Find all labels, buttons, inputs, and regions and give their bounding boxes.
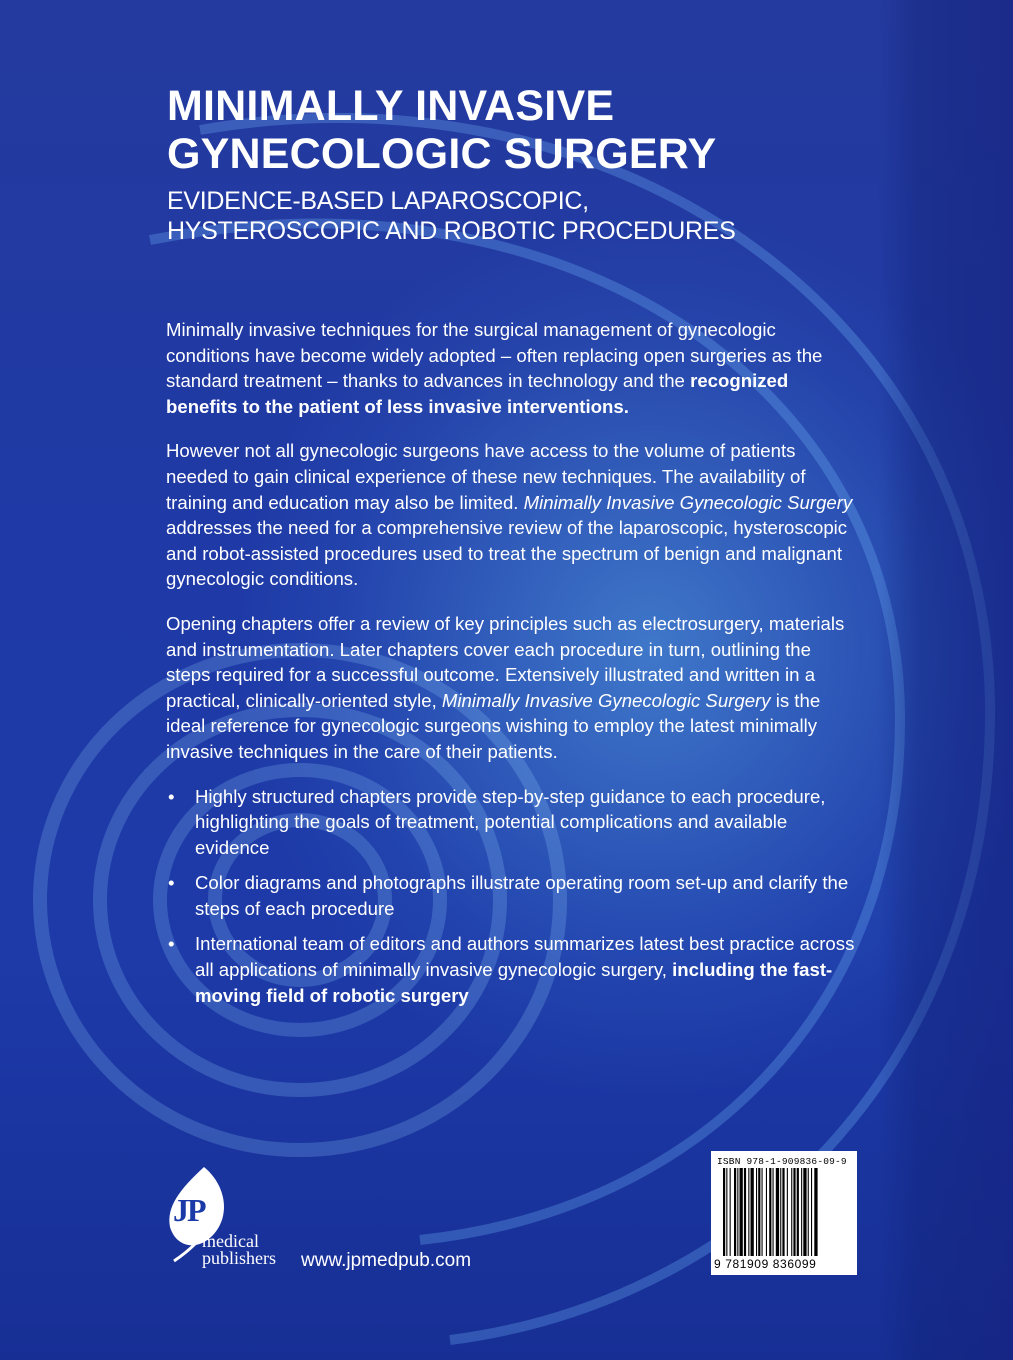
- p3-text-2: is the ideal reference for gynecologic surgeons wishing to employ the latest minimally invasive techniques in the care of their patients.: [166, 689, 821, 762]
- feature-item-1: [166, 784, 856, 861]
- isbn-barcode: [711, 1151, 857, 1275]
- bullet-3-text: International team of editors and authors summarizes latest best practice across all applications of minimally invasive gynecologic surgery,: [195, 933, 855, 981]
- p1-text: Minimally invasive techniques for the surgical management of gynecologic conditions have become widely adopted – often replacing open surgeries as the standard treatment – thanks to advances in technology and the: [166, 319, 823, 392]
- p2-text-1: However not all gynecologic surgeons have access to the volume of patients needed to gain clinical experience of these new techniques. The availability of training and education may also be limited.: [166, 440, 806, 513]
- spine-shade: [878, 0, 1013, 1360]
- p2-text-2: addresses the need for a comprehensive review of the laparoscopic, hysteroscopic and robot-assisted procedures used to treat the spectrum of benign and malignant gynecologic conditions.: [166, 517, 848, 590]
- logo-line-1: medical: [202, 1231, 259, 1251]
- subtitle-line-1: EVIDENCE-BASED LAPAROSCOPIC,: [167, 187, 589, 215]
- paragraph-2: [166, 438, 856, 592]
- publisher-logo: [166, 1165, 286, 1275]
- logo-line-2: publishers: [202, 1248, 276, 1268]
- publisher-website-link[interactable]: www.jpmedpub.com: [301, 1250, 472, 1271]
- title-line-2: GYNECOLOGIC SURGERY: [167, 130, 717, 178]
- bullet-1-text: Highly structured chapters provide step-by-step guidance to each procedure, highlighting the goals of treatment, potential complications and available evidence: [195, 785, 826, 858]
- p3-text-1: Opening chapters offer a review of key principles such as electrosurgery, materials and instrumentation. Later chapters cover each procedure in turn, outlining the steps required for a successful outcome. Extensively illustrated and written in a practical, clinically-oriented style,: [166, 612, 845, 711]
- p2-italic-title: Minimally Invasive Gynecologic Surgery: [523, 491, 853, 513]
- title-line-1: MINIMALLY INVASIVE: [167, 82, 615, 130]
- book-title: [167, 82, 787, 178]
- subtitle-line-2: HYSTEROSCOPIC AND ROBOTIC PROCEDURES: [167, 217, 736, 245]
- bullet-2-text: Color diagrams and photographs illustrate operating room set-up and clarify the steps of each procedure: [195, 872, 849, 919]
- bullet-3-bold: including the fast-moving field of robotic surgery: [195, 959, 833, 1006]
- paragraph-1: [166, 317, 856, 419]
- feature-list: [166, 784, 856, 1009]
- p3-italic-title: Minimally Invasive Gynecologic Surgery: [441, 689, 771, 711]
- logo-wordmark: [202, 1233, 276, 1267]
- blurb: [166, 317, 856, 1018]
- paragraph-3: [166, 611, 856, 765]
- barcode-number: 9 781909 836099: [714, 1257, 817, 1271]
- logo-mark: JP: [173, 1192, 205, 1228]
- barcode-bars-icon: [723, 1168, 845, 1258]
- feature-item-2: [166, 870, 856, 921]
- book-subtitle: [167, 186, 787, 246]
- feature-item-3: [166, 931, 856, 1008]
- isbn-label: ISBN 978-1-909836-09-9: [717, 1156, 847, 1167]
- p1-bold: recognized benefits to the patient of less invasive interventions.: [166, 370, 789, 417]
